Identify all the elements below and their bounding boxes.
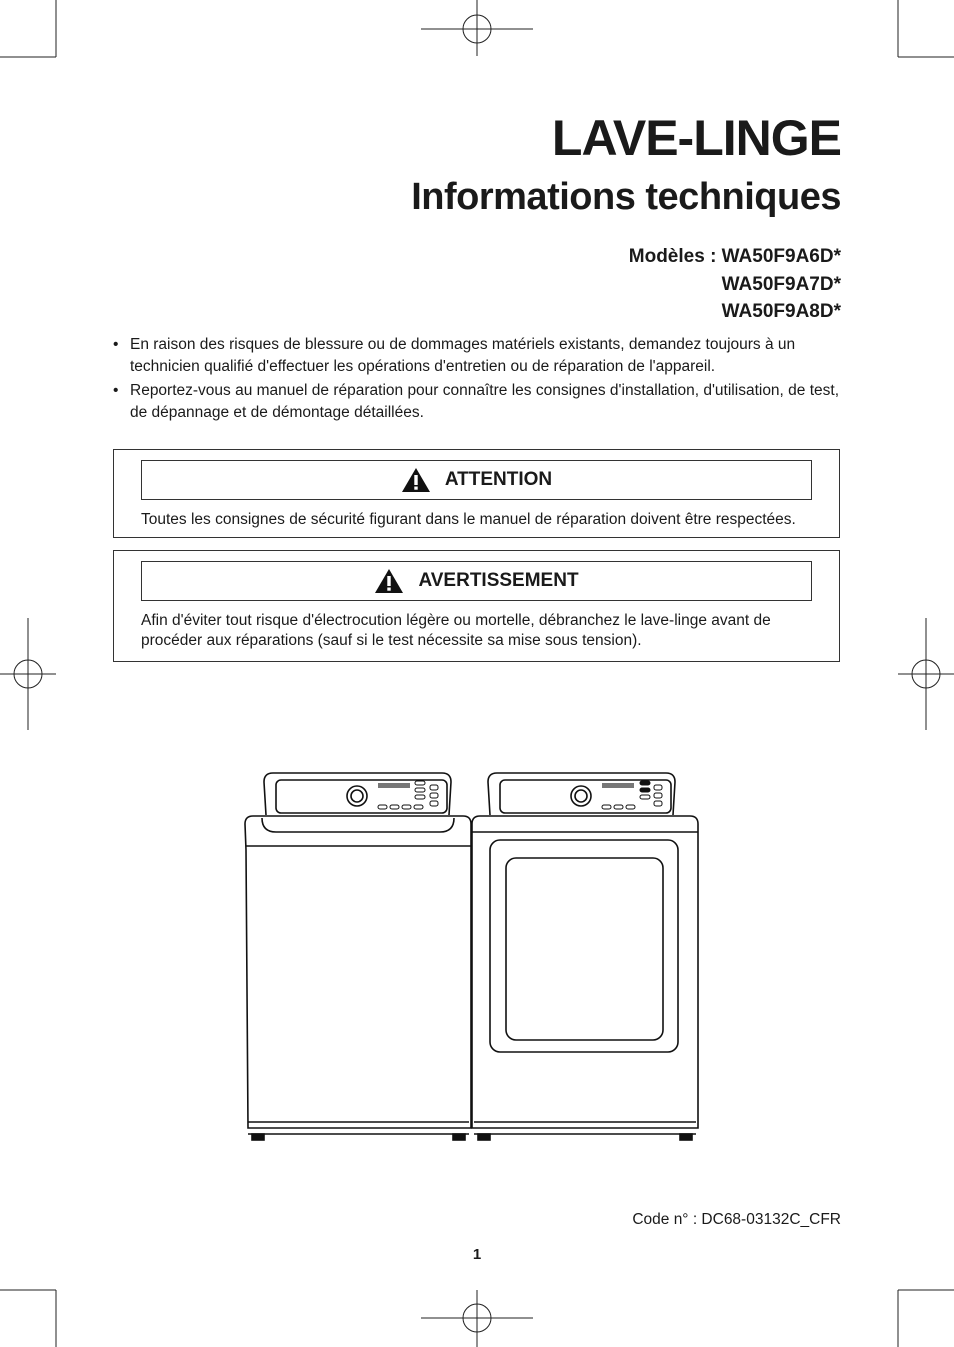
model-line: WA50F9A8D* <box>721 301 841 322</box>
registration-mark-right <box>898 618 954 730</box>
bullet-item: • En raison des risques de blessure ou de dommages matériels existants, demandez toujours à un technicien qualifié d'effectuer les opérations d'entretien ou de réparation de l'appareil. <box>113 334 843 378</box>
washer-drawing <box>245 773 471 1140</box>
warning-triangle-icon <box>374 568 404 594</box>
attention-box <box>113 449 840 538</box>
warning-header <box>141 561 812 601</box>
attention-header <box>141 460 812 500</box>
warning-box <box>113 550 840 662</box>
page-number: 1 <box>472 1246 482 1263</box>
attention-label: ATTENTION <box>444 469 553 490</box>
warning-triangle-icon <box>401 467 431 493</box>
appliance-illustration <box>240 770 700 1145</box>
bullet-item: • Reportez-vous au manuel de réparation pour connaître les consignes d'installation, d'utilisation, de test, de dépannage et de démontage détaillées. <box>113 380 843 424</box>
model-line: WA50F9A7D* <box>721 273 841 295</box>
model-list <box>629 243 841 326</box>
dryer-drawing <box>472 773 698 1140</box>
page-subtitle: Informations techniques <box>411 176 841 218</box>
warning-text: Afin d'éviter tout risque d'électrocution légère ou mortelle, débranchez le lave-linge avant de procéder aux réparations (sauf si le test nécessite sa mise sous tension). <box>141 612 771 649</box>
document-code: Code n° : DC68-03132C_CFR <box>632 1211 841 1228</box>
model-line: Modèles : WA50F9A6D* <box>628 246 841 267</box>
attention-text: Toutes les consignes de sécurité figurant dans le manuel de réparation doivent être respectées. <box>141 511 796 528</box>
warning-label: AVERTISSEMENT <box>418 570 579 591</box>
registration-mark-bottom <box>421 1290 533 1347</box>
registration-mark-left <box>0 618 56 730</box>
page-title: LAVE-LINGE <box>551 110 841 166</box>
registration-mark-top <box>421 0 533 56</box>
intro-bullets <box>113 334 843 426</box>
